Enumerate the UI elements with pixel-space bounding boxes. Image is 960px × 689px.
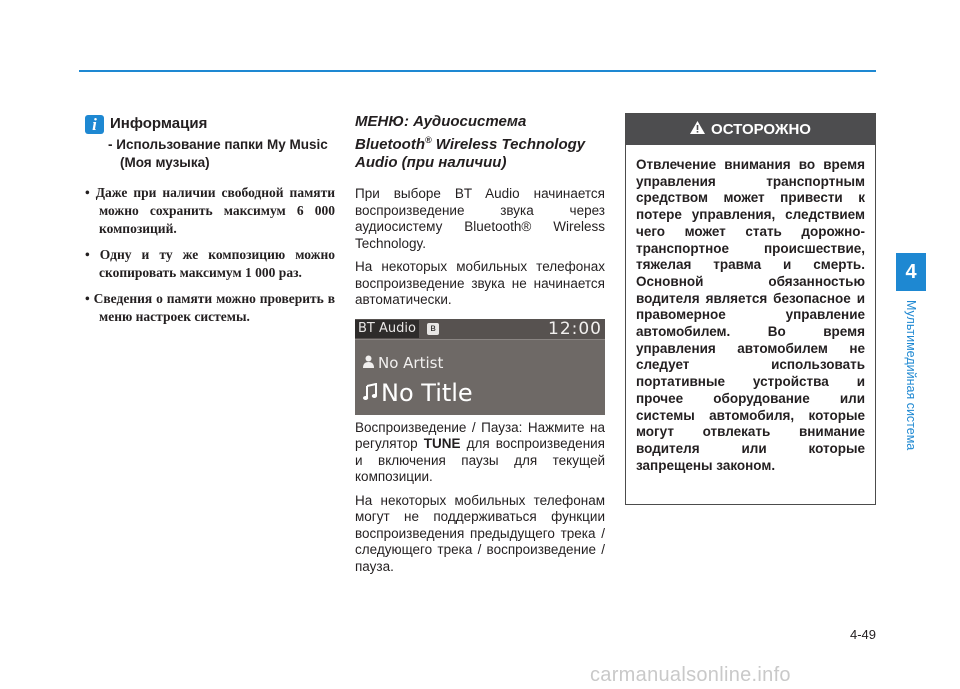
paragraph: На некоторых мобильных телефонах воспроизведение звука не начинается автоматически.: [355, 259, 605, 307]
section-title-line1: МЕНЮ: Аудиосистема: [355, 113, 527, 130]
info-bullet-list: [85, 184, 335, 326]
person-icon: [363, 354, 374, 372]
warning-title: ОСТОРОЖНО: [711, 121, 811, 138]
para3-end: для воспроизведения и включения паузы для текущей композиции.: [355, 436, 605, 484]
section-title: [355, 113, 605, 172]
clock: 12:00: [548, 318, 602, 339]
chapter-name-text: Мультимедийная система: [904, 300, 918, 451]
para3-start: Воспроизведение / Пауза: Нажмите на регулятор: [355, 419, 605, 451]
screen-status-bar: [355, 319, 605, 340]
info-subtitle: - Использование папки My Music (Моя музыка): [108, 137, 328, 170]
title-row: [363, 379, 473, 407]
tune-label: TUNE: [423, 436, 461, 451]
info-block: [85, 114, 335, 334]
section-title-bt: Bluetooth: [355, 136, 425, 153]
watermark: carmanualsonline.info: [590, 664, 791, 686]
paragraph: На некоторых мобильных телефонам могут не поддерживаться функции воспроизведения предыдущего трека / следующего трека / воспроизведение / пауза.: [355, 492, 605, 574]
warning-text: Отвлечение внимания во время управления транспортным средством может привести к потере управления, следствием чего может стать дорожно-транспортное происшествие, тяжелая травма и смерть. Основной обязанностью водителя является безопасное и правомерное управление автомобилем. Во время управления автомобилем не следует использовать портативные устройства и прочее оборудование или системы автомобиля, которые могут отвлекать внимание водителя или которые запрещены законом.: [636, 157, 865, 473]
warning-header: [626, 114, 875, 145]
page-number: 4-49: [849, 627, 876, 642]
info-bullet: • Одну и ту же композицию можно скопировать максимум 1 000 раз.: [85, 247, 335, 280]
source-label: BT Audio: [355, 320, 419, 338]
registered-mark: ®: [424, 135, 432, 145]
music-note-icon: [363, 379, 377, 407]
info-header: [85, 114, 335, 134]
track-title: No Title: [381, 378, 473, 407]
artist-row: [363, 354, 443, 372]
top-rule: [79, 70, 876, 72]
chapter-name: [904, 300, 918, 470]
info-title: Информация: [110, 115, 208, 132]
section-title-rest: Wireless Technology Audio (при наличии): [355, 136, 586, 171]
paragraph: [355, 420, 605, 486]
warning-triangle-icon: [690, 114, 705, 145]
info-bullet: • Сведения о памяти можно проверить в меню настроек системы.: [85, 291, 335, 324]
paragraph: При выборе BT Audio начинается воспроизведение звука через аудиосистему Bluetooth® Wireless Technology.: [355, 186, 605, 251]
warning-box: [625, 113, 876, 505]
artist-name: No Artist: [378, 353, 444, 372]
chapter-number-tab: 4: [896, 253, 926, 291]
info-icon: i: [85, 115, 104, 134]
bt-audio-section: [355, 113, 605, 582]
info-bullet: • Даже при наличии свободной памяти можно сохранить максимум 6 000 композиций.: [85, 185, 335, 236]
audio-screen: [355, 319, 605, 415]
bluetooth-icon: ʙ: [427, 323, 439, 335]
